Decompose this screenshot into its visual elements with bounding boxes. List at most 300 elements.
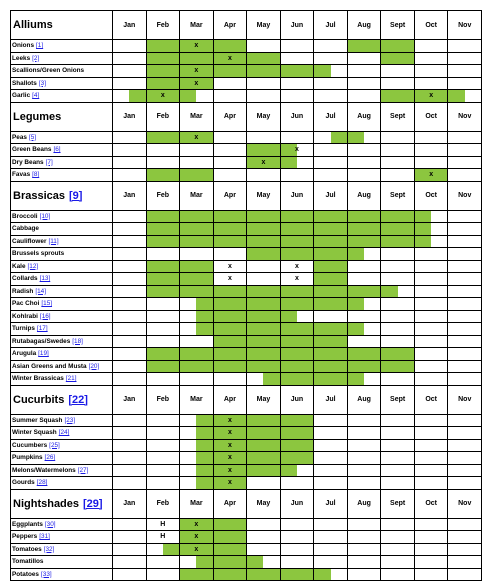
month-cell [447,336,481,348]
crop-ref-link[interactable]: [24] [58,429,70,437]
month-cell [213,65,247,77]
crop-ref-link[interactable]: [1] [36,42,44,50]
month-header: Apr [213,490,247,518]
season-fill [196,53,212,65]
season-fill [147,477,163,489]
month-cell [280,361,314,373]
section-title-text: Cucurbits [13,393,65,406]
season-fill [431,298,447,310]
crop-ref-link[interactable]: [30] [44,520,56,528]
section-ref-link[interactable]: [29] [83,497,103,510]
month-cell [280,144,314,156]
crop-ref-link[interactable]: [8] [32,171,40,179]
season-fill [263,236,279,248]
crop-name [11,298,112,310]
month-cell [447,236,481,248]
planting-mark: x [194,545,199,553]
month-cell [347,223,381,235]
month-cell [179,440,213,452]
season-fill [431,65,447,77]
month-cell [213,452,247,464]
crop-row [11,531,481,544]
crop-ref-link[interactable]: [2] [32,54,40,62]
crop-name-text: Summer Squash [12,416,63,424]
season-fill [415,236,431,248]
season-fill [147,169,163,181]
month-header: Oct [414,182,448,210]
crop-ref-link[interactable]: [7] [45,158,53,166]
season-fill [448,361,464,373]
season-fill [180,169,196,181]
crop-ref-link[interactable]: [10] [39,212,51,220]
planting-mark: x [295,262,299,270]
month-cell [414,361,448,373]
crop-ref-link[interactable]: [18] [72,337,83,345]
month-cell [347,261,381,273]
month-cell [447,556,481,568]
crop-ref-link[interactable]: [32] [43,545,55,553]
season-fill [297,373,313,385]
season-fill [465,519,481,531]
season-fill [314,40,330,52]
crop-ref-link[interactable]: [12] [27,262,39,270]
month-cell [146,348,180,360]
season-fill [129,544,145,556]
season-fill [147,336,163,348]
season-fill [281,373,297,385]
season-fill [364,248,380,260]
season-fill [381,415,397,427]
season-fill [381,144,397,156]
season-fill [263,90,279,102]
month-cell [280,531,314,543]
month-cell [213,519,247,531]
crop-ref-link[interactable]: [31] [39,533,50,541]
month-cell [447,519,481,531]
season-fill [465,440,481,452]
month-cell [179,90,213,102]
season-fill [247,286,263,298]
month-cell [213,211,247,223]
crop-name-text: Winter Brassicas [12,375,64,383]
crop-row [11,427,481,440]
month-cell [447,132,481,144]
season-fill [263,65,279,77]
season-fill [263,248,279,260]
season-fill [163,236,179,248]
crop-name-text: Gourds [12,479,35,487]
month-cell [146,465,180,477]
month-cell [447,361,481,373]
crop-row [11,65,481,78]
month-cell [347,477,381,489]
season-fill [163,223,179,235]
season-fill [381,361,397,373]
season-fill [297,452,313,464]
season-fill [465,415,481,427]
season-fill [415,298,431,310]
crop-ref-link[interactable]: [16] [39,312,51,320]
month-cell [414,323,448,335]
season-fill [214,286,230,298]
month-cell [280,415,314,427]
season-fill [448,452,464,464]
season-fill [364,452,380,464]
season-fill [381,519,397,531]
season-fill [314,531,330,543]
season-fill [113,286,129,298]
month-cell [246,348,280,360]
month-cell [246,311,280,323]
season-fill [230,157,246,169]
month-cell [414,90,448,102]
month-cell [112,465,146,477]
month-cell [179,427,213,439]
crop-name-text: Brussels sprouts [12,250,65,258]
season-fill [281,298,297,310]
section-title-text: Brassicas [13,189,65,202]
season-fill [247,465,263,477]
crop-name-text: Pumpkins [12,454,43,462]
month-cell [213,465,247,477]
month-cell [347,286,381,298]
crop-ref-link[interactable]: [21] [65,375,77,383]
season-fill [314,311,330,323]
crop-name-text: Cabbage [12,225,39,233]
month-cell [380,336,414,348]
season-fill [263,477,279,489]
month-cell [112,440,146,452]
crop-row [11,311,481,324]
season-fill [398,519,414,531]
month-cell [447,90,481,102]
month-header: Mar [179,103,213,131]
season-fill [348,144,364,156]
month-cell [380,544,414,556]
season-fill [415,427,431,439]
season-fill [180,415,196,427]
crop-ref-link[interactable]: [17] [36,325,48,333]
month-cell [280,544,314,556]
month-cell [112,452,146,464]
season-fill [431,144,447,156]
season-fill [230,569,246,581]
month-cell [380,361,414,373]
season-fill [113,157,129,169]
season-fill [281,465,297,477]
season-fill [214,90,230,102]
season-fill [448,440,464,452]
season-fill [415,373,431,385]
season-fill [163,348,179,360]
season-fill [129,336,145,348]
month-cell [112,556,146,568]
season-fill [398,223,414,235]
month-header: May [246,386,280,414]
season-fill [364,211,380,223]
month-header: Jul [313,386,347,414]
season-fill [113,531,129,543]
season-fill [163,465,179,477]
season-fill [465,531,481,543]
season-fill [398,323,414,335]
season-fill [448,65,464,77]
month-cell [246,373,280,385]
season-fill [196,298,212,310]
month-cell [112,286,146,298]
season-fill [180,144,196,156]
month-cell [447,169,481,181]
season-fill [281,248,297,260]
season-fill [113,311,129,323]
season-fill [281,336,297,348]
season-fill [263,519,279,531]
season-fill [147,311,163,323]
season-fill [230,78,246,90]
season-fill [129,477,145,489]
season-fill [415,311,431,323]
month-cell [179,78,213,90]
season-fill [147,556,163,568]
month-cell [347,311,381,323]
crop-name [11,477,112,489]
season-fill [415,273,431,285]
season-fill [113,440,129,452]
season-fill [431,132,447,144]
season-fill [163,556,179,568]
section-ref-link[interactable]: [22] [68,393,88,406]
crop-ref-link[interactable]: [33] [41,570,52,578]
season-fill [348,556,364,568]
season-fill [314,336,330,348]
season-fill [147,261,163,273]
month-cell [380,452,414,464]
season-fill [314,223,330,235]
month-cell [112,336,146,348]
crop-ref-link[interactable]: [13] [39,275,51,283]
month-cell [414,261,448,273]
crop-ref-link[interactable]: [28] [36,479,48,487]
season-fill [364,477,380,489]
season-fill [431,415,447,427]
month-cell [380,223,414,235]
section-ref-link[interactable]: [9] [69,189,83,202]
month-cell [112,90,146,102]
crop-name-text: Arugula [12,350,37,358]
month-cell [313,132,347,144]
month-cell [179,132,213,144]
season-fill [113,556,129,568]
season-fill [331,311,347,323]
month-cell [112,415,146,427]
month-cell [213,440,247,452]
month-cell [246,169,280,181]
season-fill [113,248,129,260]
month-cell [112,361,146,373]
season-fill [348,361,364,373]
month-cell [179,211,213,223]
crop-ref-link[interactable]: [3] [38,79,46,87]
season-fill [448,519,464,531]
season-fill [415,53,431,65]
season-fill [431,519,447,531]
month-cell [447,53,481,65]
season-fill [381,311,397,323]
month-cell [213,556,247,568]
season-fill [147,465,163,477]
season-fill [113,336,129,348]
month-cell [213,78,247,90]
season-fill [180,157,196,169]
season-fill [129,261,145,273]
crop-ref-link[interactable]: [14] [35,287,46,295]
planting-mark: x [227,416,232,424]
month-cell [313,311,347,323]
month-header: May [246,182,280,210]
month-cell [447,348,481,360]
season-fill [247,223,263,235]
crop-ref-link[interactable]: [25] [49,441,60,449]
season-fill [448,223,464,235]
season-fill [398,298,414,310]
season-fill [381,477,397,489]
month-cell [280,311,314,323]
crop-ref-link[interactable]: [27] [77,466,89,474]
season-fill [448,311,464,323]
month-cell [179,519,213,531]
month-cell [146,336,180,348]
month-cell [246,569,280,581]
season-fill [247,65,263,77]
month-cell [246,556,280,568]
planting-mark: x [261,158,266,166]
season-fill [263,336,279,348]
season-fill [281,157,297,169]
season-fill [230,531,246,543]
season-fill [448,477,464,489]
crop-name [11,144,112,156]
crop-row [11,78,481,91]
season-fill [465,427,481,439]
month-cell [447,373,481,385]
month-cell [313,373,347,385]
month-header: May [246,11,280,39]
season-fill [180,440,196,452]
month-cell [313,477,347,489]
month-cell [447,477,481,489]
season-fill [348,336,364,348]
season-fill [196,144,212,156]
month-cell [414,415,448,427]
month-header: Sept [380,11,414,39]
season-fill [314,248,330,260]
month-cell [280,477,314,489]
crop-row [11,223,481,236]
month-cell [313,323,347,335]
season-fill [448,544,464,556]
season-fill [331,223,347,235]
month-cell [380,40,414,52]
season-fill [247,348,263,360]
month-cell [447,248,481,260]
season-fill [180,556,196,568]
month-cell [347,519,381,531]
month-cell [380,440,414,452]
season-fill [247,531,263,543]
season-fill [247,144,263,156]
season-fill [331,373,347,385]
crop-ref-link[interactable]: [15] [41,300,53,308]
planting-mark: x [295,275,299,283]
month-cell [246,544,280,556]
month-cell [112,40,146,52]
season-fill [331,157,347,169]
season-fill [147,273,163,285]
season-fill [230,248,246,260]
season-fill [314,361,330,373]
season-fill [348,427,364,439]
season-fill [263,40,279,52]
crop-ref-link[interactable]: [20] [88,362,100,370]
crop-ref-link[interactable]: [4] [32,92,40,100]
season-fill [263,348,279,360]
season-fill [113,236,129,248]
crop-ref-link[interactable]: [26] [44,454,56,462]
month-header: Mar [179,11,213,39]
month-cell [179,40,213,52]
crop-ref-link[interactable]: [19] [38,350,49,358]
crop-ref-link[interactable]: [11] [48,237,59,245]
season-fill [415,452,431,464]
season-fill [196,90,212,102]
month-cell [179,144,213,156]
crop-ref-link[interactable]: [6] [53,146,61,154]
season-fill [180,211,196,223]
season-fill [398,440,414,452]
season-fill [314,477,330,489]
month-cell [280,273,314,285]
month-cell [280,211,314,223]
season-fill [398,556,414,568]
month-cell [146,373,180,385]
month-cell [414,132,448,144]
month-cell [447,452,481,464]
month-header: Apr [213,11,247,39]
season-fill [381,286,397,298]
season-fill [297,415,313,427]
season-fill [129,65,145,77]
crop-name [11,40,112,52]
season-fill [398,373,414,385]
month-header: Mar [179,182,213,210]
month-cell [313,348,347,360]
crop-ref-link[interactable]: [23] [64,416,76,424]
season-fill [263,556,279,568]
section-title-text: Legumes [13,110,62,123]
section-header [11,11,481,40]
month-cell [179,415,213,427]
month-cell [280,336,314,348]
crop-ref-link[interactable]: [5] [28,133,37,141]
month-cell [246,40,280,52]
season-fill [415,519,431,531]
crop-row [11,544,481,557]
season-fill [230,373,246,385]
season-fill [129,531,145,543]
month-cell [146,78,180,90]
month-cell [246,336,280,348]
month-cell [414,40,448,52]
